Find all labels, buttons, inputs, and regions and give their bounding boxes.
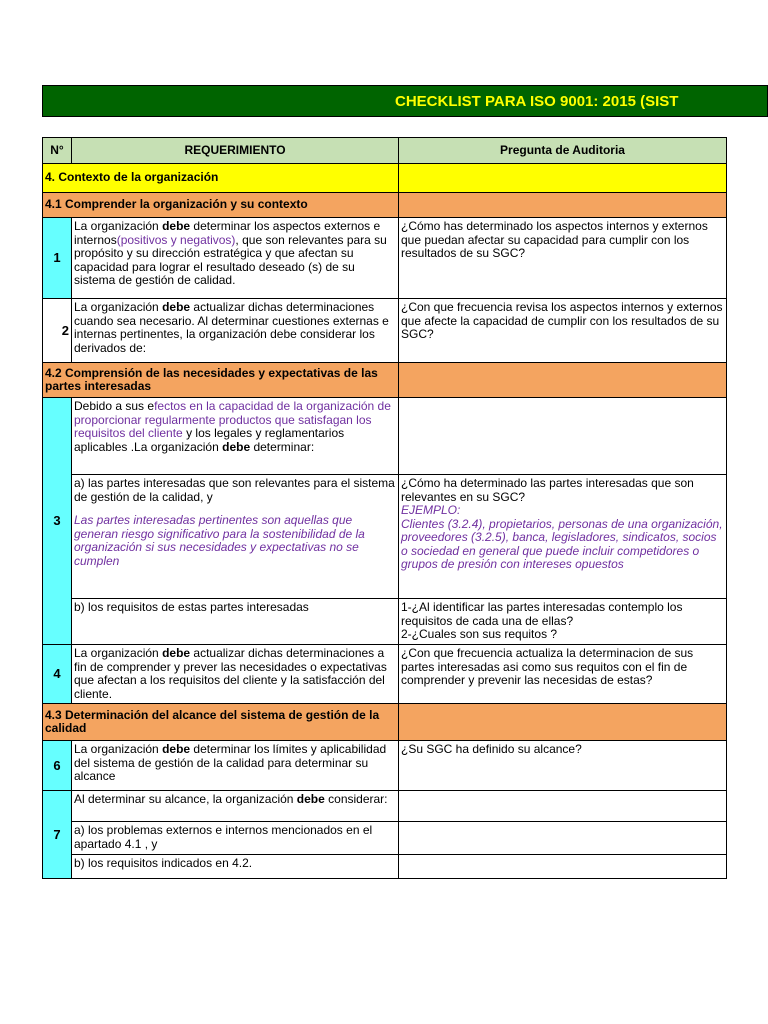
requirement-cell: b) los requisitos indicados en 4.2.: [72, 855, 399, 879]
row-number: 2: [43, 299, 72, 363]
question-cell: [399, 855, 727, 879]
row-number: 3: [43, 398, 72, 645]
title-bar: [42, 85, 768, 117]
requirement-cell: Al determinar su alcance, la organización debe considerar:: [72, 791, 399, 822]
question-cell: ¿Con que frecuencia actualiza la determinacion de sus partes interesadas asi como sus requitos con el fin de comprender y prevenir las necesidas de estas?: [399, 645, 727, 704]
section-4-1-blank: [399, 193, 727, 218]
row-number: 1: [43, 218, 72, 299]
requirement-cell: Debido a sus efectos en la capacidad de la organización de proporcionar regularmente productos que satisfagan los requisitos del cliente y los legales y reglamentarios aplicables .La organización debe determinar:: [72, 398, 399, 475]
section-4-title: 4. Contexto de la organización: [43, 164, 399, 193]
question-cell: ¿Cómo has determinado los aspectos internos y externos que puedan afectar su capacidad para cumplir con los resultados de su SGC?: [399, 218, 727, 299]
question-cell: ¿Cómo ha determinado las partes interesadas que son relevantes en su SGC? EJEMPLO: Clientes (3.2.4), propietarios, personas de una organización, proveedores (3.2.5), banca, legisladores, sindicatos, socios o sociedad en general que puede incluir competidores o grupos de presión con intereses opuestos: [399, 475, 727, 599]
question-cell: ¿Su SGC ha definido su alcance?: [399, 741, 727, 791]
table-row: [43, 741, 727, 791]
question-cell: [399, 398, 727, 475]
header-requirement: REQUERIMIENTO: [72, 138, 399, 164]
requirement-cell: a) las partes interesadas que son relevantes para el sistema de gestión de la calidad, y Las partes interesadas pertinentes son aquellas que generan riesgo significativo para la sostenibilidad de la organización si sus necesidades y expectativas no se cumplen: [72, 475, 399, 599]
question-cell: [399, 791, 727, 822]
requirement-cell: b) los requisitos de estas partes interesadas: [72, 599, 399, 645]
document-title: CHECKLIST PARA ISO 9001: 2015 (SIST: [395, 93, 679, 110]
question-cell: [399, 822, 727, 855]
section-4-blank: [399, 164, 727, 193]
requirement-cell: La organización debe determinar los aspectos externos e internos(positivos y negativos), que son relevantes para su propósito y su dirección estratégica y que afectan su capacidad para lograr el resultado deseado (s) de su sistema de gestión de calidad.: [72, 218, 399, 299]
table-row: [43, 791, 727, 822]
header-row: [43, 138, 727, 164]
row-number: 6: [43, 741, 72, 791]
section-row-4: [43, 164, 727, 193]
table-row: [43, 299, 727, 363]
table-row: [43, 398, 727, 475]
question-cell: ¿Con que frecuencia revisa los aspectos internos y externos que afecte la capacidad de cumplir con los resultados de su SGC?: [399, 299, 727, 363]
section-row-4-2: [43, 363, 727, 398]
requirement-cell: La organización debe actualizar dichas determinaciones cuando sea necesario. Al determinar cuestiones externas e internas pertinentes, la organización debe considerar los derivados de:: [72, 299, 399, 363]
table-row: [43, 475, 727, 599]
section-4-3-title: 4.3 Determinación del alcance del sistema de gestión de la calidad: [43, 704, 399, 741]
table-row: [43, 218, 727, 299]
section-4-2-blank: [399, 363, 727, 398]
table-row: [43, 822, 727, 855]
question-cell: 1-¿Al identificar las partes interesadas contemplo los requisitos de cada una de ellas? 2-¿Cuales son sus requitos ?: [399, 599, 727, 645]
requirement-cell: La organización debe actualizar dichas determinaciones a fin de comprender y prever las necesidades o expectativas que afectan a los requisitos del cliente y la satisfacción del cliente.: [72, 645, 399, 704]
section-4-3-blank: [399, 704, 727, 741]
row-number: 7: [43, 791, 72, 879]
table-row: [43, 855, 727, 879]
checklist-table: [42, 137, 727, 879]
requirement-cell: a) los problemas externos e internos mencionados en el apartado 4.1 , y: [72, 822, 399, 855]
requirement-cell: La organización debe determinar los límites y aplicabilidad del sistema de gestión de la calidad para determinar su alcance: [72, 741, 399, 791]
header-num: N°: [43, 138, 72, 164]
table-row: [43, 645, 727, 704]
table-row: [43, 599, 727, 645]
header-question: Pregunta de Auditoria: [399, 138, 727, 164]
section-row-4-1: [43, 193, 727, 218]
section-row-4-3: [43, 704, 727, 741]
section-4-1-title: 4.1 Comprender la organización y su contexto: [43, 193, 399, 218]
row-number: 4: [43, 645, 72, 704]
section-4-2-title: 4.2 Comprensión de las necesidades y expectativas de las partes interesadas: [43, 363, 399, 398]
